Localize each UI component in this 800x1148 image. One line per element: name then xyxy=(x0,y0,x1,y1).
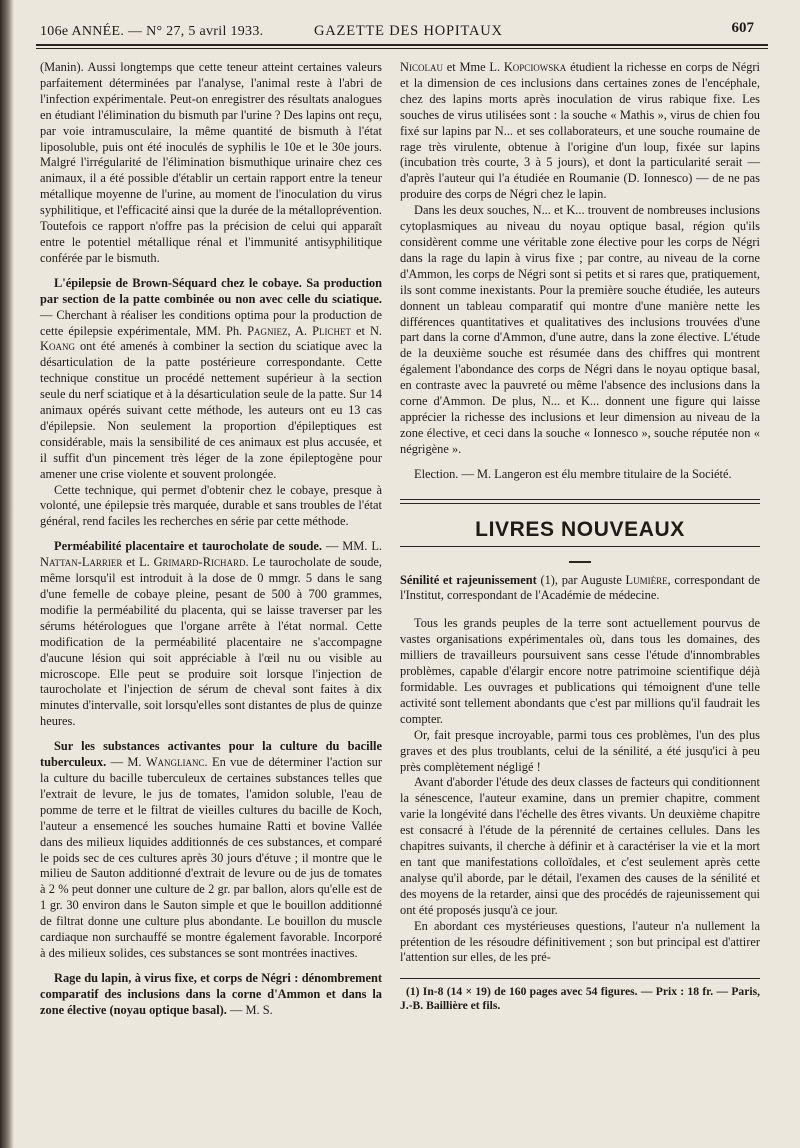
review-paragraph: Avant d'aborder l'étude des deux classes de facteurs qui conditionnent la sénescence, l'auteur examine, dans un premier chapitre, comment varie la longévité dans l'échelle des êtres vivants. Un deuxième chapitre est consacré à l'étude de la pérennité de certaines cellules. Dans les chapitres suivants, il cherche à définir et à caractériser la vie et la mort en tant que manifestations colloïdales, et c'est seulement après cette analyse qu'il aborde, par le détail, l'examen des causes de la sénilité et des moyens de la retarder, ainsi que des procédés de rajeunissement qui ont été proposés jusqu'à ce jour. xyxy=(400,775,760,917)
book-author: Lumière xyxy=(625,572,668,587)
paragraph-epilepsie-2: Cette technique, qui permet d'obtenir chez le cobaye, presque à volonté, une épilepsie très marquée, durable et sans troubles de l'état général, rend faciles les recherches en série par cette méthode. xyxy=(40,482,382,529)
review-paragraph: En abordant ces mystérieuses questions, l'auteur n'a nullement la prétention de les résoudre définitivement ; son but principal est d'attirer l'attention sur elles, de les pré- xyxy=(400,918,760,965)
article-title: L'épilepsie de Brown-Séquard chez le cobaye. Sa production par section de la patte combinée ou non avec celle du sciatique. xyxy=(40,275,382,306)
running-header xyxy=(32,20,772,42)
election-note: Election. — M. Langeron est élu membre titulaire de la Société. xyxy=(414,466,732,481)
section-divider xyxy=(400,499,760,504)
page-number: 607 xyxy=(731,20,754,36)
article-rage: Rage du lapin, à virus fixe, et corps de Négri : dénombrement comparatif des inclusions dans la corne d'Ammon et dans la zone élective (noyau optique basal). — M. S. xyxy=(40,970,382,1017)
header-rule xyxy=(36,44,768,46)
journal-title: GAZETTE DES HOPITAUX xyxy=(314,23,503,39)
author-name: Nattan-Larrier xyxy=(40,555,123,570)
review-paragraph: Tous les grands peuples de la terre sont actuellement pourvus de vastes organisations expérimentales où, dans tous les domaines, des milliers de travailleurs poursuivent sans cesse l'étude d'innombrables problèmes, capable d'élargir encore notre patrimoine scientifique déjà formidable. Les ouvrages et publications qui témoignent d'une telle activité sont tellement abondants que c'est par millions qu'il faudrait les compter. xyxy=(400,616,760,726)
paragraph-rage-2: Dans les deux souches, N... et K... trouvent de nombreuses inclusions cytoplasmiques au niveau du noyau optique basal, région qu'ils considèrent comme une véritable zone élective pour les corps de Négri dans la rage du lapin à virus fixe ; par contre, au niveau de la corne d'Ammon, les corps de Négri sont si petits et si rares que, pratiquement, ils sont comme inexistants. Pour la première souche étudiée, les auteurs donnent un tableau comparatif qui montre d'une manière nette les différences quantitatives et qualitatives des inclusions trouvées d'une part dans la corne d'Ammon, d'une autre, dans la zone élective. L'étude de la deuxième souche est résumée dans des chiffres qui montrent également l'abondance des corps de Négri dans le noyau optique basal, en contraste avec la pauvreté ou même l'absence des inclusions dans la corne d'Ammon. De plus, N... et K... donnent une figure qui laisse apprécier la richesse des inclusions et leur dimension au niveau de la zone élective, et ceci dans la souche « Ionnesco », souche réputée non « négrigène ». xyxy=(400,203,760,456)
right-column xyxy=(400,60,760,1013)
author-name: Grimard-Richard xyxy=(153,555,246,570)
article-bacille: Sur les substances activantes pour la culture du bacille tuberculeux. — M. Wanglianc. En vue de déterminer l'action sur la culture du bacille tuberculeux de certaines substances telles que l'extrait de levure, le jus de tomates, l'amidon soluble, l'eau de pomme de terre et le filtrat de vieilles cultures du bacille de Koch, l'auteur a ensemencé les souches humaine Ratti et bovine Vallée dans des milieux liquides additionnés de ces substances, et comparé le poids sec de ces cultures après 30 jours d'étuve ; il montre que le milieu de Sauton additionné d'extrait de levure ou de jus de tomates à 2 % peut donner une culture de 2 gr. par ballon, alors qu'elle est de 1 gr. 30 environ dans le Sauton simple et que le bouillon additionné de filtrat donne une culture plus abondante. Le bouillon du muscle cardiaque non surchauffé se montre également favorable. Incorporé à des milieux solides, ces substances se sont montrées inactives. xyxy=(40,739,382,960)
book-title: Sénilité et rajeunissement xyxy=(400,572,537,587)
author-name: Koang xyxy=(40,339,75,354)
article-placenta: Perméabilité placentaire et taurocholate de soude. — MM. L. Nattan-Larrier et L. Grimard-Richard. Le taurocholate de soude, même lorsqu'il est introduit à la dose de 0 mmgr. 5 dans le sang d'une femelle de cobaye pleine, pesant de 500 à 700 grammes, modifie la perméabilité du placenta, qui se laisse traverser par les sérums hétérologues que l'organe arrête à l'état normal. Cette modification de la perméabilité placentaire ne s'accompagne d'aucune lésion qui soit appréciable à l'œil nu ou visible au microscope. Elle peut se produire soit lorsque l'injection de taurocholate et l'injection de sérum de cheval sont faites à dix minutes d'intervalle, soit lorsqu'elles sont distantes de plus de quinze heures. xyxy=(40,539,383,729)
section-title: LIVRES NOUVEAUX xyxy=(475,517,685,541)
footnote-rule xyxy=(400,978,760,979)
author-name: Kopciowska xyxy=(503,60,567,74)
article-title: Perméabilité placentaire et taurocholate de soude. xyxy=(54,539,323,554)
author-name: Wanglianc xyxy=(145,755,205,770)
paragraph-rage-continued: Nicolau et Mme L. Kopciowska étudient la richesse en corps de Négri et la dimension de ces inclusions dans certaines zones de l'encéphale, chez des lapins morts après inoculation de virus rabique fixe. Les souches de virus utilisées sont : la souche « Mathis », virus de chien fou fixé sur lapins par N... et ses collaborateurs, et une souche roumaine de rage très virulente, obtenue à l'origine d'un loup, fixée sur lapins (incubation très courte, 3 à 5 jours), et dont la particularité serait — d'après l'auteur qui l'a étudiée en Roumanie (D. Ionnesco) — de ne pas produire des corps de Négri chez le lapin. xyxy=(400,60,760,202)
left-column xyxy=(40,60,382,1019)
author-name: Pagniez xyxy=(247,323,288,338)
author-name: Nicolau xyxy=(400,60,443,74)
paragraph-bismuth: (Manin). Aussi longtemps que cette teneur atteint certaines valeurs parfaitement déterminées par l'analyse, l'animal reste à l'abri de l'infection expérimentale. Peut-on enregistrer des résultats analogues en étudiant l'élimination du bismuth par l'urine ? Des lapins ont reçu, par voie intramusculaire, la même quantité de bismuth à l'état liposoluble, puis ont été inoculés de syphilis le 10e et le 30e jours. Malgré l'irrégularité de l'élimination bismuthique urinaire chez ces animaux, il a été possible d'établir un certain rapport entre la teneur métallique moyenne de l'urine, au moment de l'inoculation du virus syphilitique, et l'efficacité ainsi que la durée de la métalloprévention. Toutefois ce rapport n'offre pas la précision de celui qui apparaît entre le potentiel métallique rénal et l'immunité antisyphilitique conférée par le bismuth. xyxy=(40,60,382,265)
issue-info: 106e ANNÉE. — N° 27, 5 avril 1933. xyxy=(40,24,264,39)
binding-shadow xyxy=(0,0,14,1148)
review-paragraph: Or, fait presque incroyable, parmi tous ces problèmes, l'un des plus graves et des plus troublants, celui de la sénilité, a été jusqu'ici à peu près complètement négligé ! xyxy=(400,727,760,774)
book-heading: Sénilité et rajeunissement (1), par Auguste Lumière, correspondant de l'Institut, correspondant de l'Académie de médecine. xyxy=(400,572,760,603)
article-title: Rage du lapin, à virus fixe, et corps de Négri : dénombrement comparatif des inclusions dans la corne d'Ammon et dans la zone élective (noyau optique basal). xyxy=(40,970,382,1017)
ornament-dash xyxy=(569,561,591,563)
author-name: Plichet xyxy=(312,323,351,338)
article-epilepsie: L'épilepsie de Brown-Séquard chez le cobaye. Sa production par section de la patte combinée ou non avec celle du sciatique. — Cherchant à réaliser les conditions optima pour la production de cette épilepsie expérimentale, MM. Ph. Pagniez, A. Plichet et N. Koang ont été amenés à combiner la section du sciatique avec la désarticulation de la patte postérieure correspondante. Cette technique constitue un procédé nettement supérieur à la section seule du nerf sciatique et à la désarticulation seule de la patte. Sur 14 animaux opérés suivant cette méthode, les auteurs ont eu 13 cas d'épilepsie. Non seulement la proportion d'épileptiques est considérable, mais la sensibilité de ces animaux est plus accusée, et il suffit d'un pincement très léger de la zone épileptogène pour amener une crise violente et souvent prolongée. xyxy=(40,275,383,481)
header-rule-thin xyxy=(36,48,768,49)
section-rule xyxy=(400,546,760,547)
article-title: Sur les substances activantes pour la culture du bacille tuberculeux. xyxy=(40,739,382,770)
footnote: (1) In-8 (14 × 19) de 160 pages avec 54 figures. — Prix : 18 fr. — Paris, J.-B. Baillière et fils. xyxy=(400,985,760,1013)
